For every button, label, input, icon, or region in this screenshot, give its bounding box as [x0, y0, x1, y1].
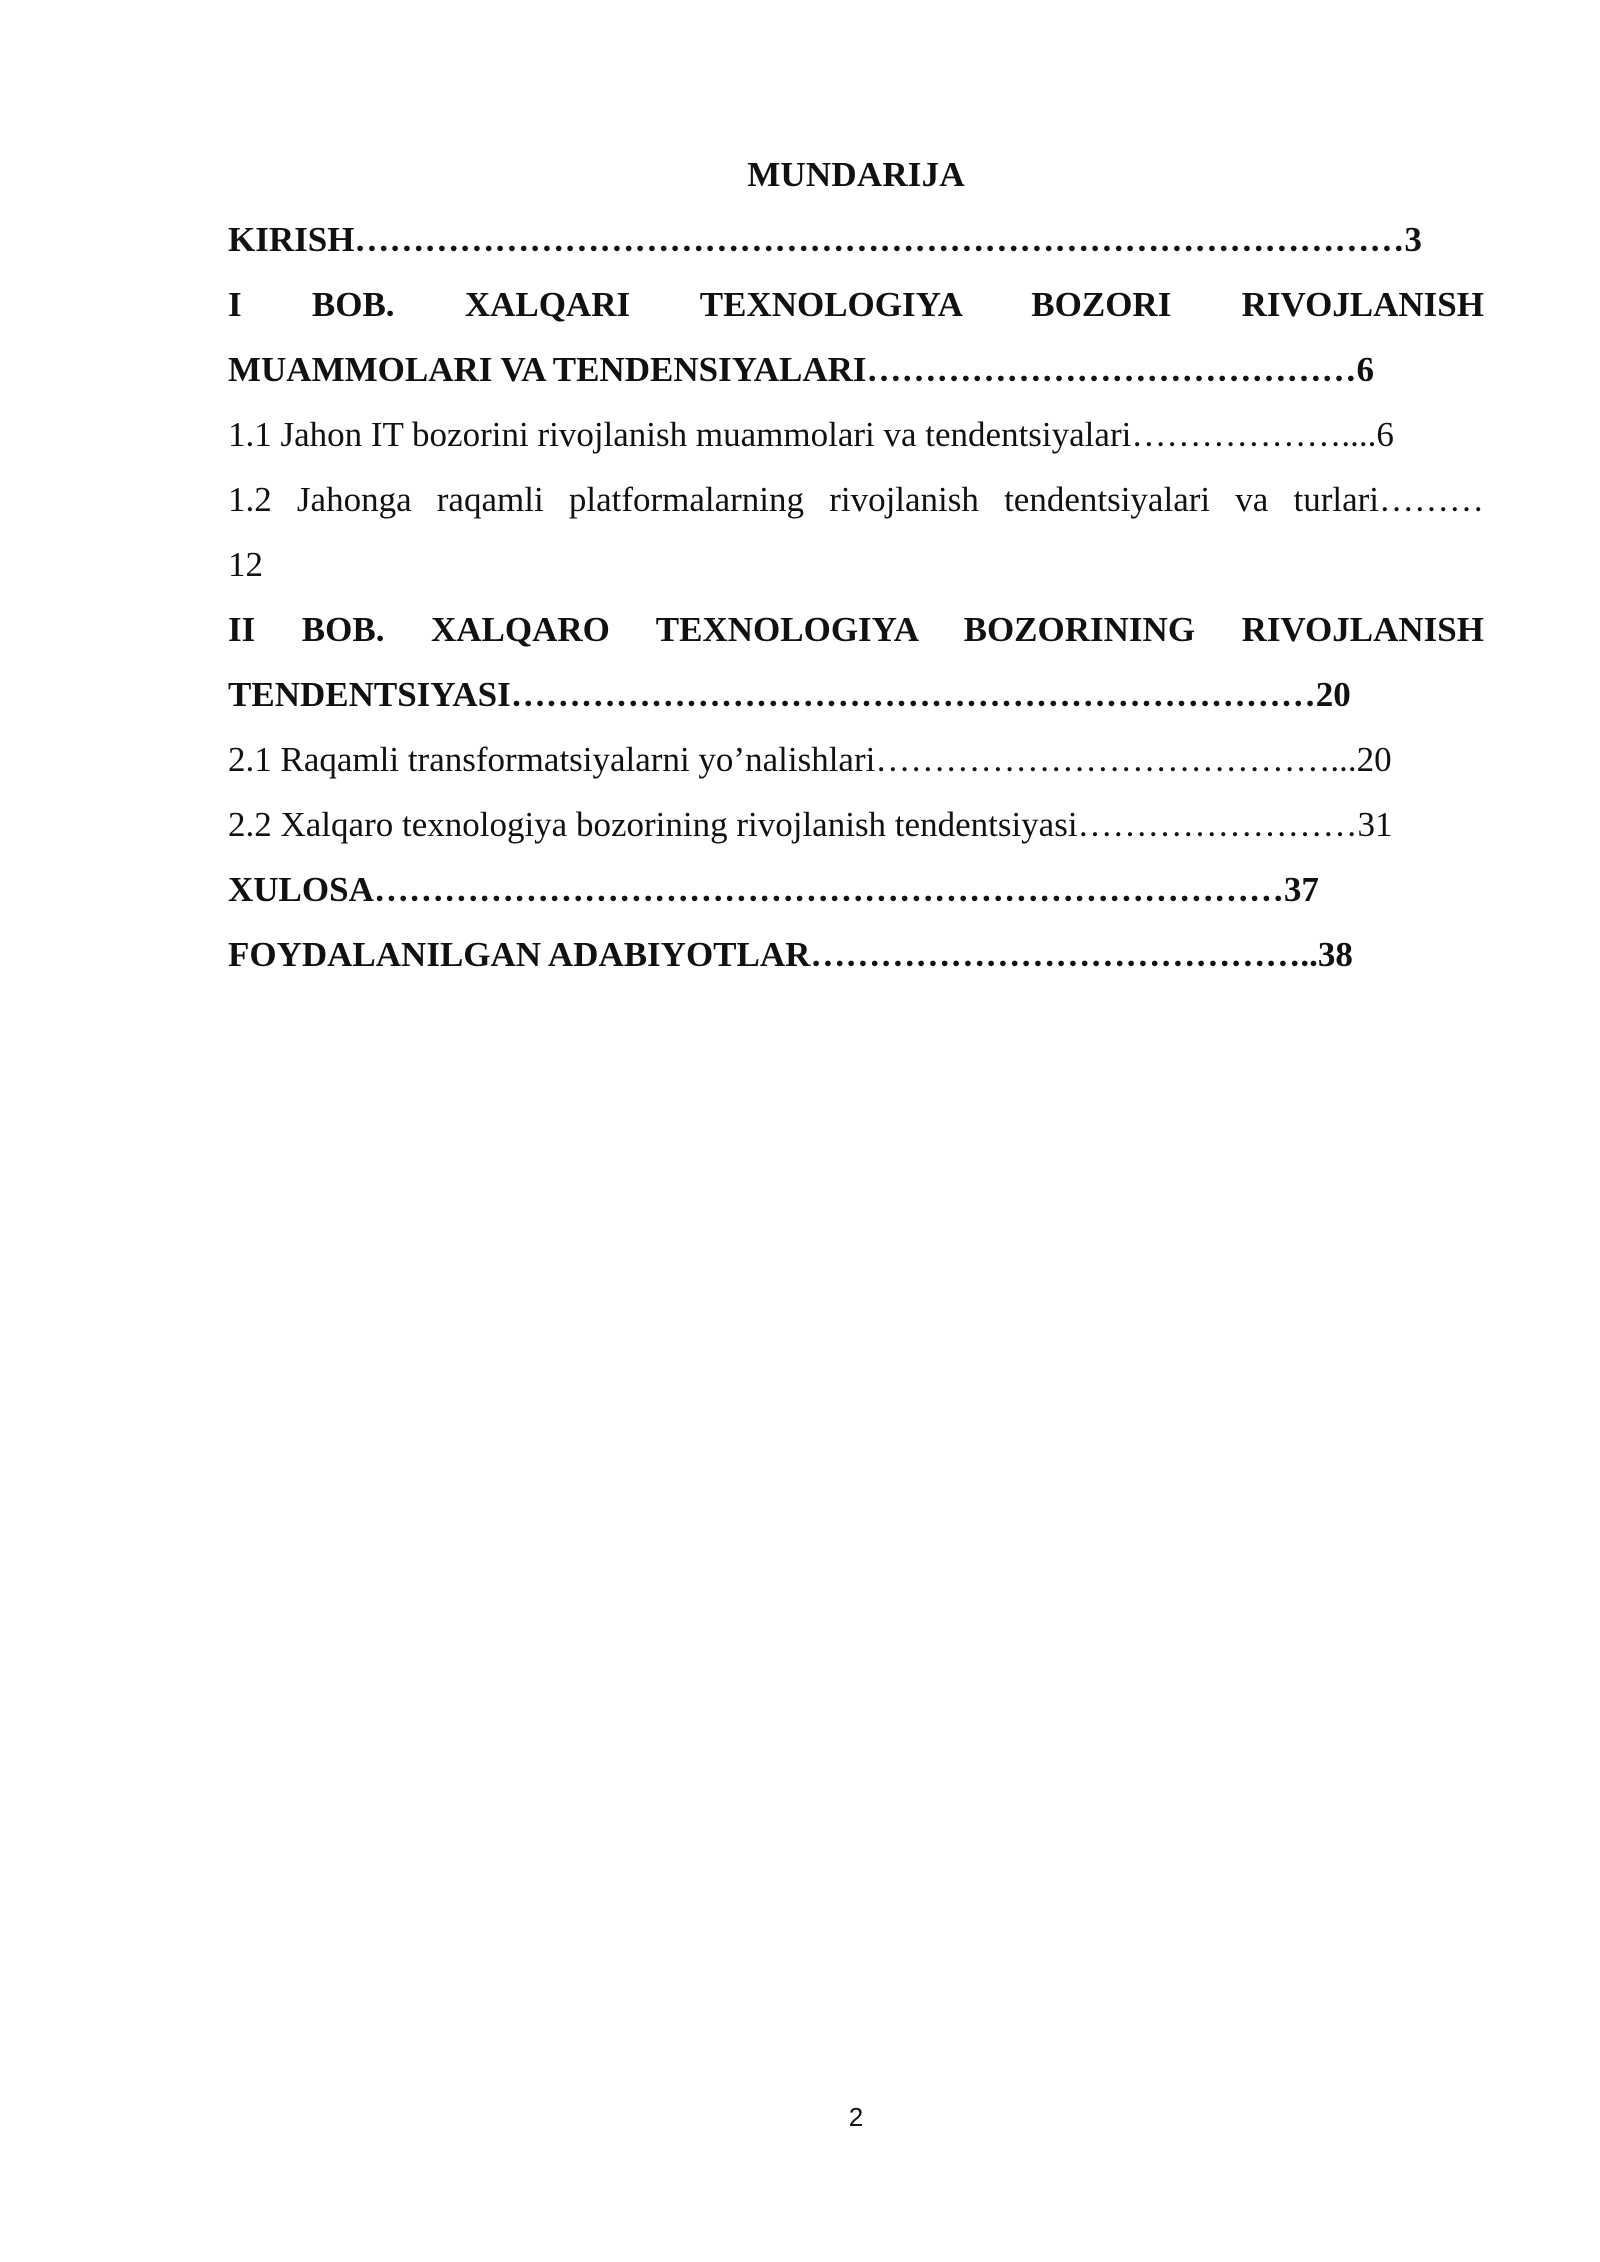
- toc-entry-section-1-1: 1.1 Jahon IT bozorini rivojlanish muammolari va tendentsiyalari………………....6: [228, 415, 1394, 454]
- toc-entry-kirish: KIRISH………………………………………………………………………………3: [228, 220, 1422, 259]
- toc-entry-chapter-2-line-2: TENDENTSIYASI……………………………………………………………20: [228, 675, 1351, 714]
- toc-entry-chapter-1-line-1: I BOB. XALQARI TEXNOLOGIYA BOZORI RIVOJLANISH: [228, 285, 1484, 324]
- toc-entry-references: FOYDALANILGAN ADABIYOTLAR……………………………………..38: [228, 935, 1353, 974]
- toc-entry-section-2-1: 2.1 Raqamli transformatsiyalarni yo’nalishlari…………………………………...20: [228, 740, 1392, 779]
- toc-entry-section-1-2: 1.2 Jahonga raqamli platformalarning rivojlanish tendentsiyalari va turlari………: [228, 480, 1484, 519]
- toc-entry-section-1-2-page: 12: [228, 545, 263, 584]
- toc-entry-chapter-1-line-2: MUAMMOLARI VA TENDENSIYALARI……………………………………6: [228, 350, 1375, 389]
- toc-entry-section-2-2: 2.2 Xalqaro texnologiya bozorining rivojlanish tendentsiyasi……………………31: [228, 805, 1393, 844]
- toc-entry-chapter-2-line-1: II BOB. XALQARO TEXNOLOGIYA BOZORINING RIVOJLANISH: [228, 610, 1484, 649]
- page-number: 2: [848, 2102, 864, 2132]
- toc-title: MUNDARIJA: [747, 155, 965, 194]
- toc-entry-xulosa: XULOSA……………………………………………………………………37: [228, 870, 1319, 909]
